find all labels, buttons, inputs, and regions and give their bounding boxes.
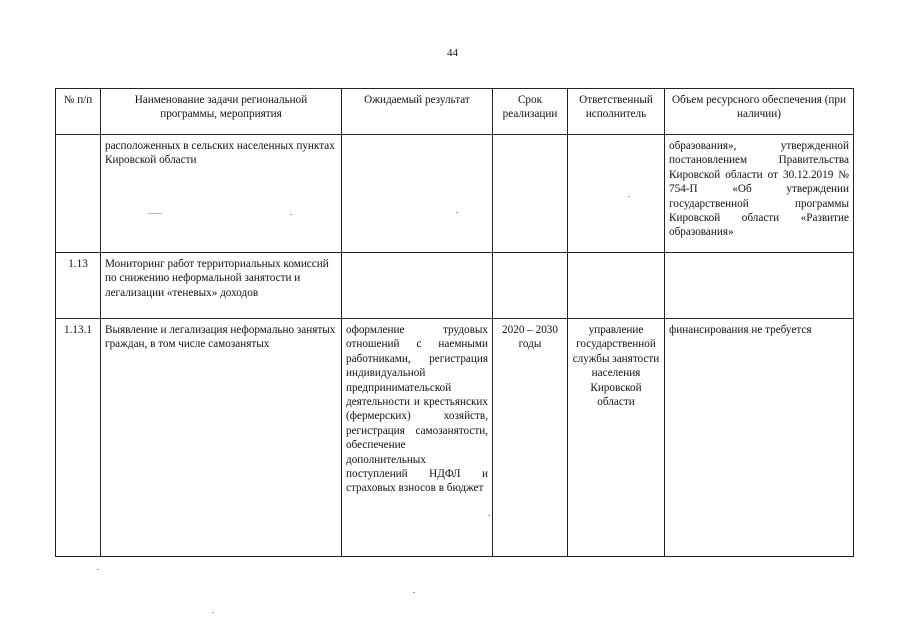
cell-executor: управление государственной службы занятости населения Кировской области: [568, 319, 665, 557]
cell-executor: [568, 253, 665, 319]
cell-result: [342, 135, 493, 253]
cell-executor: [568, 135, 665, 253]
cell-result: оформление трудовых отношений с наемными работниками, регистрация индивидуальной предпринимательской деятельности и крестьянских (фермерских) хозяйств, регистрация самозанятости, обеспечение дополнительных поступлений НДФЛ и страховых взносов в бюджет: [342, 319, 493, 557]
scan-speck: [148, 213, 162, 214]
cell-resources: финансирования не требуется: [665, 319, 854, 557]
cell-term: [493, 135, 568, 253]
program-table: [55, 88, 854, 557]
header-term: Срок реализации: [493, 89, 568, 135]
scan-speck: [413, 592, 415, 593]
cell-term: 2020 – 2030 годы: [493, 319, 568, 557]
cell-name: расположенных в сельских населенных пунктах Кировской области: [101, 135, 342, 253]
cell-num: 1.13: [56, 253, 101, 319]
table-row: [56, 253, 854, 319]
scan-speck: [628, 196, 630, 197]
scan-speck: [212, 612, 214, 613]
table-header-row: [56, 89, 854, 135]
table-row: [56, 135, 854, 253]
cell-num: [56, 135, 101, 253]
cell-resources: [665, 253, 854, 319]
header-name: Наименование задачи региональной программы, мероприятия: [101, 89, 342, 135]
scan-speck: [290, 214, 292, 215]
cell-resources: образования», утвержденной постановлением Правительства Кировской области от 30.12.2019 № 754-П «Об утверждении государственной программы Кировской области «Развитие образования»: [665, 135, 854, 253]
header-result: Ожидаемый результат: [342, 89, 493, 135]
scan-speck: [97, 569, 99, 570]
scan-speck: [488, 515, 490, 516]
header-num: № п/п: [56, 89, 101, 135]
cell-num: 1.13.1: [56, 319, 101, 557]
cell-name: Выявление и легализация неформально занятых граждан, в том числе самозанятых: [101, 319, 342, 557]
cell-result: [342, 253, 493, 319]
cell-term: [493, 253, 568, 319]
header-resources: Объем ресурсного обеспечения (при наличии): [665, 89, 854, 135]
header-executor: Ответственный исполнитель: [568, 89, 665, 135]
page-number: 44: [447, 47, 458, 59]
table-row: [56, 319, 854, 557]
cell-name: Мониторинг работ территориальных комиссий по снижению неформальной занятости и легализации «теневых» доходов: [101, 253, 342, 319]
scan-speck: [456, 212, 458, 213]
